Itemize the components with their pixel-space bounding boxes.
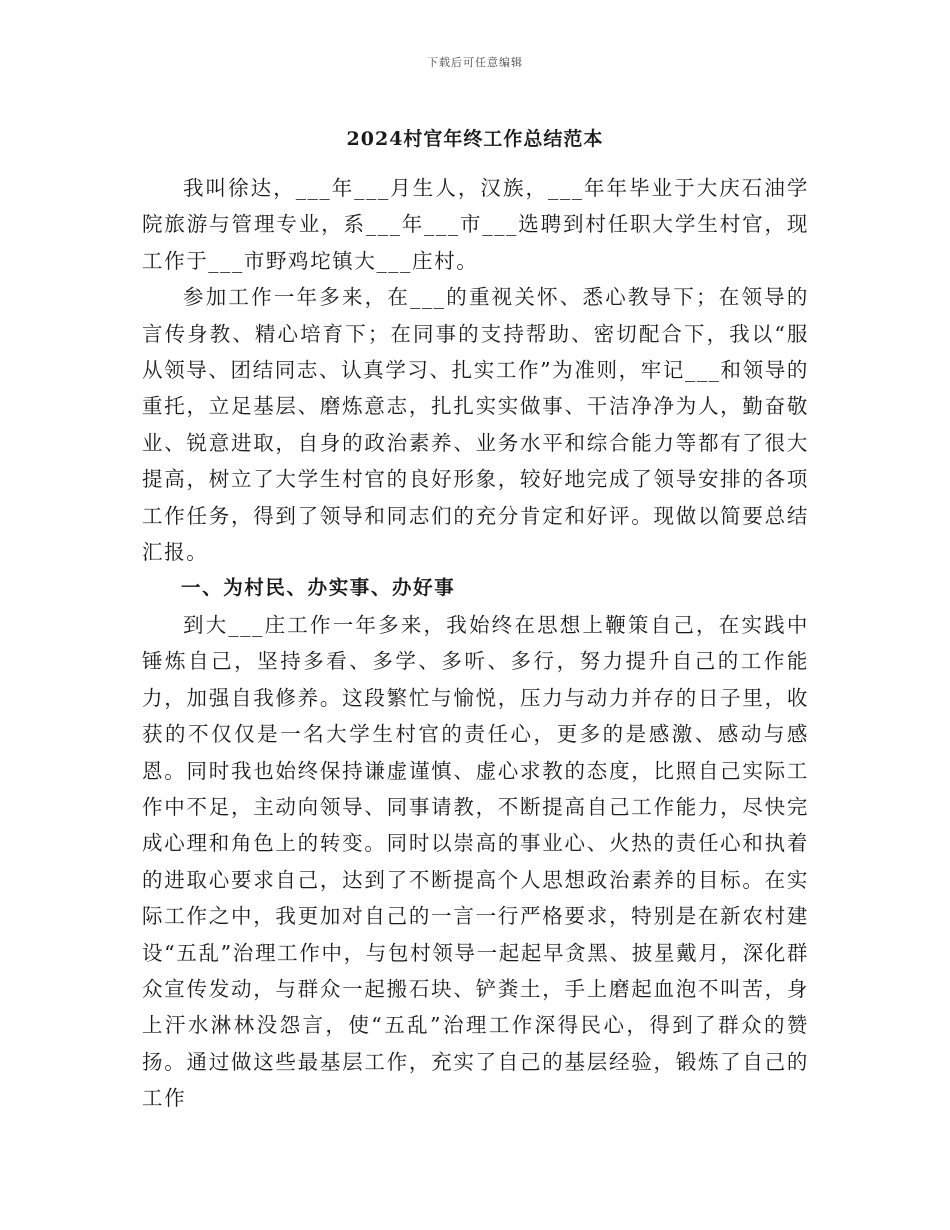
header-note: 下载后可任意编辑 [427, 56, 523, 69]
paragraph-section-one: 到大___庄工作一年多来，我始终在思想上鞭策自己，在实践中锤炼自己，坚持多看、多学、多听、多行，努力提升自己的工作能力，加强自我修养。这段繁忙与愉悦，压力与动力并存的日子里，收获的不仅仅是一名大学生村官的责任心，更多的是感激、感动与感恩。同时我也始终保持谦虚谨慎、虚心求教的态度，比照自己实际工作中不足，主动向领导、同事请教，不断提高自己工作能力，尽快完成心理和角色上的转变。同时以崇高的事业心、火热的责任心和执着的进取心要求自己，达到了不断提高个人思想政治素养的目标。在实际工作之中，我更加对自己的一言一行严格要求，特别是在新农村建设“五乱”治理工作中，与包村领导一起起早贪黑、披星戴月，深化群众宣传发动，与群众一起搬石块、铲粪土，手上磨起血泡不叫苦，身上汗水淋林没怨言，使“五乱”治理工作深得民心，得到了群众的赞扬。通过做这些最基层工作，充实了自己的基层经验，锻炼了自己的工作 [142, 612, 809, 1111]
paragraph-summary: 参加工作一年多来，在___的重视关怀、悉心教导下；在领导的言传身教、精心培育下；在同事的支持帮助、密切配合下，我以“服从领导、团结同志、认真学习、扎实工作”为准则，牢记___和领导的重托，立足基层、磨炼意志，扎扎实实做事、干洁净净为人，勤奋敬业、锐意进取，自身的政治素养、业务水平和综合能力等都有了很大提高，树立了大学生村官的良好形象，较好地完成了领导安排的各项工作任务，得到了领导和同志们的充分肯定和好评。现做以简要总结汇报。 [142, 285, 809, 565]
section-heading: 一、为村民、办实事、办好事 [181, 576, 456, 600]
document-body [142, 170, 809, 1117]
document-title: 2024村官年终工作总结范本 [346, 128, 604, 150]
paragraph-intro: 我叫徐达，___年___月生人，汉族，___年年毕业于大庆石油学院旅游与管理专业，系___年___市___选聘到村任职大学生村官，现工作于___市野鸡坨镇大___庄村。 [142, 176, 809, 273]
